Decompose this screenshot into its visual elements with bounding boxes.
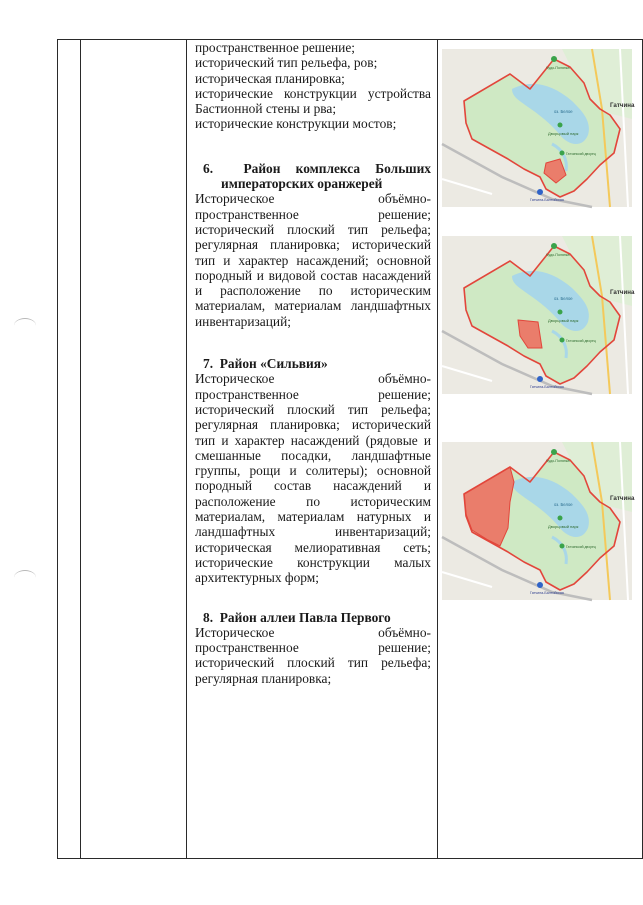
map-label-station: Гатчина-Балтийская bbox=[530, 385, 564, 389]
map-label-poi: Чудо-Полянка bbox=[546, 66, 570, 70]
section-heading-7: 7. Район «Сильвия» bbox=[203, 356, 328, 372]
poi-marker-icon bbox=[560, 338, 565, 343]
map-label-palace-building: Гатчинский дворец bbox=[566, 152, 596, 156]
poi-marker-icon bbox=[560, 151, 565, 156]
binder-hole-mark bbox=[14, 318, 36, 333]
station-marker-icon bbox=[537, 376, 543, 382]
table-row bbox=[58, 40, 643, 859]
map-section-5 bbox=[442, 49, 635, 207]
pre-line: исторические конструкции устройства Бастионной стены и рва; bbox=[195, 85, 431, 117]
poi-marker-icon bbox=[558, 123, 563, 128]
station-marker-icon bbox=[537, 582, 543, 588]
pre-line: исторический тип рельефа, ров; bbox=[195, 55, 378, 71]
section-heading-8: 8. Район аллеи Павла Первого bbox=[203, 609, 391, 625]
map-label-lake: оз. Белое bbox=[554, 296, 573, 301]
heritage-table bbox=[57, 39, 643, 859]
park-map bbox=[442, 49, 635, 207]
map-column bbox=[438, 40, 643, 859]
pre-line: исторические конструкции мостов; bbox=[195, 116, 397, 132]
number-column bbox=[58, 40, 81, 859]
map-label-station: Гатчина-Балтийская bbox=[530, 198, 564, 202]
map-label-poi: Чудо-Полянка bbox=[546, 459, 570, 463]
binder-hole-mark bbox=[14, 570, 36, 585]
map-label-palace: Дворцовый парк bbox=[548, 318, 579, 323]
map-label-poi: Чудо-Полянка bbox=[546, 253, 570, 257]
poi-marker-icon bbox=[558, 310, 563, 315]
map-section-6 bbox=[442, 236, 635, 394]
section-body-8: Историческое объёмно-пространственное решение; исторический плоский тип рельефа; регулярная планировка; bbox=[195, 624, 431, 686]
map-label-city: Гатчина bbox=[610, 102, 635, 109]
station-marker-icon bbox=[537, 189, 543, 195]
park-map bbox=[442, 236, 635, 394]
pre-line: пространственное решение; bbox=[195, 40, 356, 55]
poi-marker-icon bbox=[558, 516, 563, 521]
map-label-palace-building: Гатчинский дворец bbox=[566, 545, 596, 549]
map-label-station: Гатчина-Балтийская bbox=[530, 591, 564, 595]
map-label-palace-building: Гатчинский дворец bbox=[566, 339, 596, 343]
map-label-palace: Дворцовый парк bbox=[548, 524, 579, 529]
poi-marker-icon bbox=[560, 544, 565, 549]
map-label-palace: Дворцовый парк bbox=[548, 131, 579, 136]
section-heading-6: 6. Район комплекса Больших императорских оранжерей bbox=[203, 160, 431, 192]
section-body-6: Историческое объёмно-пространственное решение; исторический плоский тип рельефа; регулярная планировка; исторический тип и характер насаждений; основной породный и видовой состав насаждений и расположение по историческим материалам, материалам ландшафтных инвентаризаций; bbox=[195, 191, 431, 329]
pre-line: историческая планировка; bbox=[195, 70, 345, 86]
map-section-7 bbox=[442, 442, 635, 600]
poi-marker-icon bbox=[551, 449, 557, 455]
name-column bbox=[81, 40, 187, 859]
park-map bbox=[442, 442, 635, 600]
poi-marker-icon bbox=[551, 243, 557, 249]
section-body-7: Историческое объёмно-пространственное решение; исторический плоский тип рельефа; регулярная планировка; исторический тип и характер насаждений (рядовые и смешанные посадки, ландшафтные группы, рощи и солитеры); основной породный состав насаждений и расположение по историческим материалам, материалам натурных и ландшафтных инвентаризаций; историческая мелиоративная сеть; исторические конструкции малых архитектурных форм; bbox=[195, 371, 431, 586]
poi-marker-icon bbox=[551, 56, 557, 62]
map-label-lake: оз. Белое bbox=[554, 109, 573, 114]
map-label-lake: оз. Белое bbox=[554, 502, 573, 507]
map-label-city: Гатчина bbox=[610, 495, 635, 502]
map-label-city: Гатчина bbox=[610, 289, 635, 296]
description-column bbox=[187, 40, 438, 859]
